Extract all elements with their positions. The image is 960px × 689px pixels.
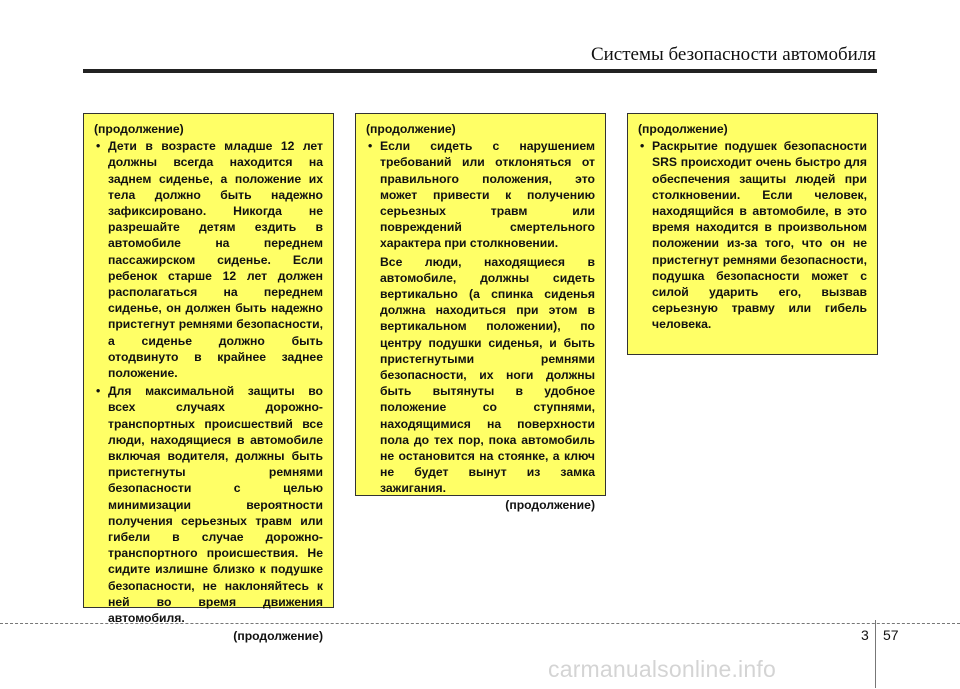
chapter-number: 3 <box>861 627 869 643</box>
continued-label: (продолжение) <box>505 497 595 512</box>
panel-heading: (продолжение) <box>638 122 728 136</box>
panel-heading: (продолжение) <box>94 122 184 136</box>
page-number-divider <box>875 620 876 688</box>
warning-panel-3 <box>627 113 878 355</box>
bullet-item: • Для максимальной защиты во всех случаях дорожно-транспортных происшествий все люди, находящиеся в автомобиле включая водителя, должны быть пристегнуты ремнями безопасности с целью минимизации вероятности получения серьезных травм или гибели в случае дорожно-транспортного происшествия. Не сидите излишне близко к подушке безопасности, не наклоняйтесь к ней во время движения автомобиля. <box>94 383 323 626</box>
panel-heading: (продолжение) <box>366 122 456 136</box>
bullet-item: • Дети в возрасте младше 12 лет должны всегда находится на заднем сиденье, а положение их тела должно быть надежно зафиксировано. Никогда не разрешайте детям ездить в автомобиле на переднем пассажирском сиденье. Если ребенок старше 12 лет должен располагаться на переднем сиденье, он должен быть надежно пристегнут ремнями безопасности, а сиденье должно быть отодвинуто в крайнее заднее положение. <box>94 138 323 381</box>
bullet-item: • Если сидеть с нарушением требований или отклоняться от правильного положения, это может привести к получению серьезных травм или повреждений смертельного характера при столкновении. <box>366 138 595 251</box>
continued-label: (продолжение) <box>233 629 323 644</box>
header-rule <box>83 69 877 73</box>
bullet-list <box>94 138 323 626</box>
warning-panel-1 <box>83 113 334 644</box>
warning-panel-2 <box>355 113 606 512</box>
bullet-item: • Раскрытие подушек безопасности SRS происходит очень быстро для обеспечения защиты людей при столкновении. Если человек, находящийся в автомобиле, в это время находится в произвольном положении из-за того, что он не пристегнут ремнями безопасности, подушка безопасности может с силой ударить его, вызвав серьезную травму или гибель человека. <box>638 138 867 332</box>
bullet-list <box>638 138 867 332</box>
panel-paragraph: Все люди, находящиеся в автомобиле, должны сидеть вертикально (а спинка сиденья должна находиться при этом в вертикальном положении), по центру подушки сиденья, и быть пристегнутыми ремнями безопасности, их ноги должны быть вытянуты в удобное положение со ступнями, находящимися на поверхности пола до тех пор, пока автомобиль не остановится на стоянке, а ключ не будет вынут из замка зажигания. <box>380 254 595 496</box>
section-title: Системы безопасности автомобиля <box>590 44 876 65</box>
page-number: 57 <box>883 627 899 643</box>
watermark: carmanualsonline.info <box>548 656 776 682</box>
footer-rule <box>0 623 960 624</box>
bullet-list <box>366 138 595 251</box>
